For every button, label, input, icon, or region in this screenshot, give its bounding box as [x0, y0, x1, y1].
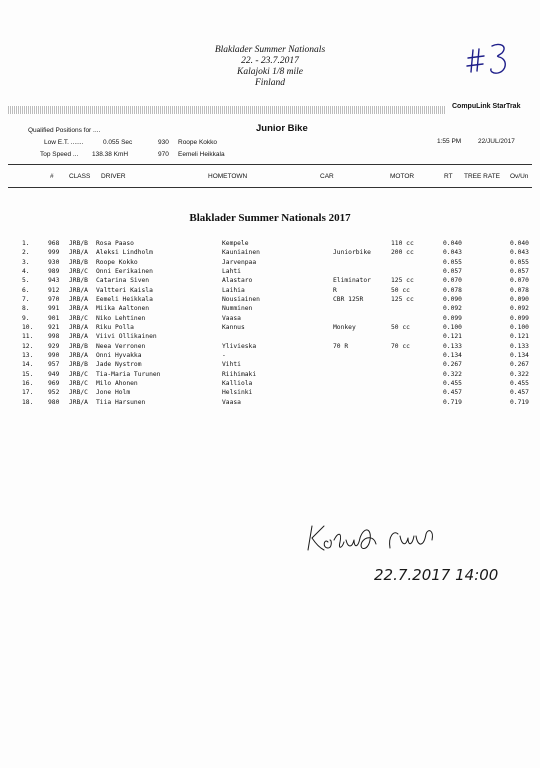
cell-class: JRB/A: [69, 323, 88, 331]
cell-motor: 110 cc: [391, 240, 414, 247]
table-row: [0, 370, 540, 379]
header-divider-bottom: [8, 187, 532, 188]
cell-number: 999: [48, 249, 60, 257]
cell-driver: Tia-Maria Turunen: [96, 370, 161, 378]
column-header-class: CLASS: [69, 173, 91, 180]
cell-number: 912: [48, 286, 60, 294]
column-header-hometown: HOMETOWN: [208, 173, 248, 180]
cell-ov-un: 0.043: [510, 249, 529, 257]
cell-rank: 15.: [22, 370, 34, 378]
cell-driver: Milo Ahonen: [96, 379, 138, 387]
signature-date: [372, 558, 507, 588]
cell-motor: 50 cc: [391, 323, 410, 331]
table-row: [0, 398, 540, 407]
cell-number: 930: [48, 258, 60, 266]
cell-ov-un: 0.121: [510, 333, 529, 341]
cell-hometown: Helsinki: [222, 389, 253, 397]
cell-rank: 12.: [22, 342, 34, 350]
cell-number: 970: [48, 295, 60, 303]
table-row: [0, 295, 540, 304]
cell-hometown: Vihti: [222, 361, 241, 369]
cell-motor: 125 cc: [391, 277, 414, 285]
cell-number: 957: [48, 361, 60, 369]
table-row: [0, 388, 540, 397]
table-row: [0, 267, 540, 276]
event-title: Blaklader Summer Nationals: [214, 45, 326, 55]
cell-class: JRB/C: [69, 267, 88, 275]
cell-number: 921: [48, 323, 60, 331]
cell-number: 980: [48, 398, 60, 406]
event-place: Kalajoki 1/8 mile: [237, 67, 303, 77]
table-row: [0, 342, 540, 351]
cell-ov-un: 0.040: [510, 240, 529, 247]
cell-class: JRB/A: [69, 333, 88, 341]
cell-rank: 13.: [22, 351, 34, 359]
cell-driver: Eemeli Heikkala: [96, 295, 153, 303]
column-header-rt: RT: [444, 173, 453, 180]
cell-number: 949: [48, 370, 60, 378]
cell-motor: 200 cc: [391, 249, 414, 257]
cell-number: 991: [48, 305, 60, 313]
report-date: 22/JUL/2017: [478, 138, 515, 145]
cell-rt: 0.121: [443, 333, 462, 341]
cell-rt: 0.457: [443, 389, 462, 397]
cell-ov-un: 0.070: [510, 277, 529, 285]
cell-number: 901: [48, 314, 60, 322]
low-et-value: 0.055 Sec: [103, 139, 133, 146]
cell-rt: 0.134: [443, 351, 462, 359]
cell-class: JRB/A: [69, 249, 88, 257]
low-et-label: Low E.T. .......: [44, 139, 84, 146]
cell-ov-un: 0.078: [510, 286, 529, 294]
cell-rt: 0.267: [443, 361, 462, 369]
cell-driver: Catarina Siven: [96, 277, 150, 285]
cell-motor: 70 cc: [391, 342, 410, 350]
signature-date-text: 22.7.2017 14:00: [374, 566, 499, 584]
cell-number: 998: [48, 333, 60, 341]
top-speed-label: Top Speed ...: [40, 151, 79, 158]
cell-car: Monkey: [333, 323, 356, 331]
cell-ov-un: 0.457: [510, 389, 529, 397]
cell-rt: 0.455: [443, 379, 462, 387]
cell-driver: Jone Holm: [96, 389, 131, 397]
cell-rank: 11.: [22, 333, 34, 341]
cell-hometown: Kannus: [222, 323, 245, 331]
cell-ov-un: 0.134: [510, 351, 529, 359]
cell-ov-un: 0.719: [510, 398, 529, 406]
cell-ov-un: 0.099: [510, 314, 529, 322]
cell-rank: 3.: [22, 258, 30, 266]
cell-car: R: [333, 286, 337, 294]
cell-hometown: Numminen: [222, 305, 253, 313]
column-header-tree-rate: TREE RATE: [464, 173, 500, 180]
cell-hometown: Alastaro: [222, 277, 253, 285]
event-country: Finland: [254, 78, 286, 88]
cell-rank: 14.: [22, 361, 34, 369]
cell-class: JRB/A: [69, 351, 88, 359]
top-speed-number: 970: [158, 151, 169, 158]
cell-class: JRB/A: [69, 305, 88, 313]
cell-hometown: -: [222, 351, 226, 359]
cell-rt: 0.078: [443, 286, 462, 294]
cell-ov-un: 0.055: [510, 258, 529, 266]
cell-rank: 10.: [22, 323, 34, 331]
cell-ov-un: 0.267: [510, 361, 529, 369]
low-et-number: 930: [158, 139, 169, 146]
cell-rt: 0.055: [443, 258, 462, 266]
cell-car: Eliminator: [333, 277, 371, 285]
cell-number: 968: [48, 240, 60, 247]
cell-number: 989: [48, 267, 60, 275]
cell-class: JRB/C: [69, 379, 88, 387]
table-row: [0, 258, 540, 267]
handwritten-number-mark: [462, 38, 512, 78]
cell-hometown: Riihimaki: [222, 370, 257, 378]
cell-hometown: Jarvenpaa: [222, 258, 257, 266]
cell-rank: 5.: [22, 277, 30, 285]
cell-hometown: Nousiainen: [222, 295, 260, 303]
cell-hometown: Ylivieska: [222, 342, 257, 350]
column-header-motor: MOTOR: [390, 173, 415, 180]
cell-driver: Viivi Ollikainen: [96, 333, 157, 341]
cell-driver: Riku Polla: [96, 323, 134, 331]
column-header-driver: DRIVER: [101, 173, 126, 180]
cell-class: JRB/C: [69, 370, 88, 378]
cell-rt: 0.070: [443, 277, 462, 285]
cell-number: 929: [48, 342, 60, 350]
top-speed-driver: Eemeli Heikkala: [178, 151, 225, 158]
cell-number: 990: [48, 351, 60, 359]
cell-driver: Neea Verronen: [96, 342, 146, 350]
cell-rank: 18.: [22, 398, 34, 406]
cell-hometown: Kauniainen: [222, 249, 260, 257]
table-row: [0, 351, 540, 360]
cell-ov-un: 0.133: [510, 342, 529, 350]
cell-car: CBR 125R: [333, 295, 364, 303]
table-row: [0, 248, 540, 257]
cell-hometown: Kempele: [222, 240, 249, 247]
cell-rt: 0.322: [443, 370, 462, 378]
cell-rank: 2.: [22, 249, 30, 257]
cell-driver: Aleksi Lindholm: [96, 249, 153, 257]
low-et-driver: Roope Kokko: [178, 139, 218, 146]
cell-number: 969: [48, 379, 60, 387]
cell-class: JRB/A: [69, 286, 88, 294]
cell-driver: Niko Lehtinen: [96, 314, 146, 322]
cell-motor: 125 cc: [391, 295, 414, 303]
cell-class: JRB/B: [69, 277, 88, 285]
table-row: [0, 304, 540, 313]
cell-rank: 8.: [22, 305, 30, 313]
header-divider-top: [8, 164, 532, 165]
table-row: [0, 276, 540, 285]
cell-rank: 17.: [22, 389, 34, 397]
cell-class: JRB/C: [69, 314, 88, 322]
cell-motor: 50 cc: [391, 286, 410, 294]
cell-hometown: Laihia: [222, 286, 245, 294]
hatched-banner: [8, 106, 446, 114]
top-speed-value: 138.38 KmH: [92, 151, 129, 158]
cell-ov-un: 0.057: [510, 267, 529, 275]
cell-rt: 0.043: [443, 249, 462, 257]
column-header-rank: #: [50, 173, 54, 180]
cell-rank: 9.: [22, 314, 30, 322]
cell-number: 952: [48, 389, 60, 397]
table-row: [0, 379, 540, 388]
cell-driver: Miika Aaltonen: [96, 305, 150, 313]
column-header-ov-un: Ov/Un: [510, 173, 529, 180]
cell-driver: Valtteri Kaisla: [96, 286, 153, 294]
table-row: [0, 360, 540, 369]
cell-driver: Onni Eerikainen: [96, 267, 153, 275]
cell-rt: 0.057: [443, 267, 462, 275]
cell-rank: 1.: [22, 240, 30, 247]
table-row: [0, 286, 540, 295]
cell-class: JRB/A: [69, 398, 88, 406]
software-label: CompuLink StarTrak: [452, 103, 521, 110]
cell-hometown: Lahti: [222, 267, 241, 275]
cell-driver: Onni Hyvakka: [96, 351, 142, 359]
results-subtitle: Blaklader Summer Nationals 2017: [189, 212, 351, 224]
cell-ov-un: 0.092: [510, 305, 529, 313]
cell-class: JRB/C: [69, 389, 88, 397]
cell-class: JRB/A: [69, 295, 88, 303]
cell-rt: 0.092: [443, 305, 462, 313]
cell-hometown: Kalliola: [222, 379, 253, 387]
cell-hometown: Vaasa: [222, 398, 241, 406]
cell-rt: 0.133: [443, 342, 462, 350]
cell-ov-un: 0.455: [510, 379, 529, 387]
cell-car: Juniorbike: [333, 249, 371, 257]
cell-rank: 7.: [22, 295, 30, 303]
cell-ov-un: 0.090: [510, 295, 529, 303]
cell-driver: Jade Nystrom: [96, 361, 142, 369]
column-header-car: CAR: [320, 173, 334, 180]
cell-driver: Tiia Harsunen: [96, 398, 146, 406]
cell-rt: 0.090: [443, 295, 462, 303]
event-dates: 22. - 23.7.2017: [241, 56, 299, 66]
qualified-positions-title: Qualified Positions for ....: [28, 127, 101, 134]
cell-driver: Roope Kokko: [96, 258, 138, 266]
cell-rank: 4.: [22, 267, 30, 275]
cell-rt: 0.100: [443, 323, 462, 331]
cell-rank: 16.: [22, 379, 34, 387]
official-signature: [302, 518, 442, 560]
cell-ov-un: 0.322: [510, 370, 529, 378]
cell-hometown: Vaasa: [222, 314, 241, 322]
table-row: [0, 239, 540, 248]
cell-driver: Rosa Paaso: [96, 240, 134, 247]
report-time: 1:55 PM: [437, 138, 462, 145]
cell-rt: 0.719: [443, 398, 462, 406]
cell-class: JRB/B: [69, 342, 88, 350]
cell-car: 70 R: [333, 342, 349, 350]
cell-class: JRB/B: [69, 361, 88, 369]
cell-rt: 0.040: [443, 240, 462, 247]
cell-rank: 6.: [22, 286, 30, 294]
cell-number: 943: [48, 277, 60, 285]
cell-rt: 0.099: [443, 314, 462, 322]
cell-class: JRB/B: [69, 240, 88, 247]
cell-class: JRB/B: [69, 258, 88, 266]
class-title: Junior Bike: [256, 123, 308, 134]
table-row: [0, 323, 540, 332]
table-row: [0, 332, 540, 341]
table-row: [0, 314, 540, 323]
cell-ov-un: 0.100: [510, 323, 529, 331]
